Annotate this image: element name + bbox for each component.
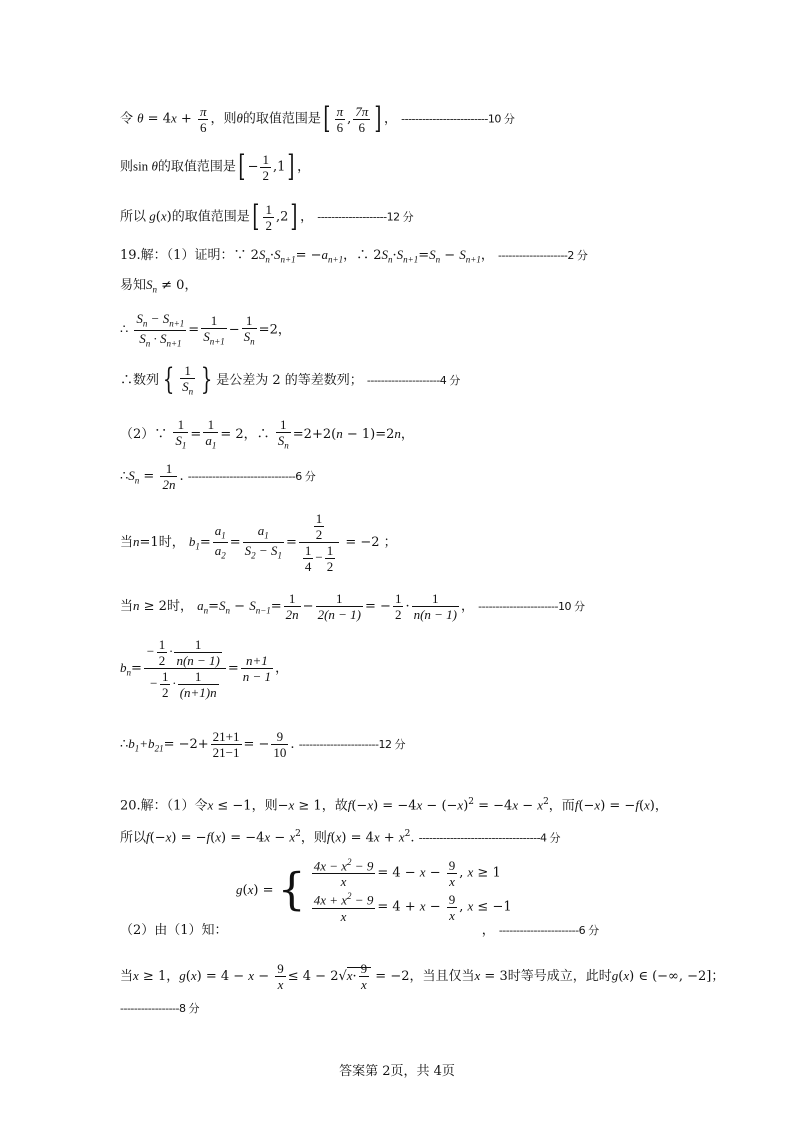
piecewise-g: g(x) = { $\frac{4x - x^2 - 9}{x}$ = 4 − x − $\frac{9}{x}$ , x ≥ 1 $\frac{4x + x^2 - 9}{x}$ = 4 + x − $\frac{9}{x}$ , x ≤ −1 [236,857,512,924]
text-line-18 [120,1002,199,1015]
text-line-16: （2）由（1）知： ， -----------------------6 分 [120,923,599,938]
score-marker: -----------------8 分 [120,1002,199,1015]
score-marker: -------------------------10 分 [401,112,515,126]
text-line-5: 易知$S_n \ne 0$， [120,277,198,295]
text-line-1: 令 θ = 4x + $\frac{\pi}{6}$ ，则θ的取值范围是[ $\frac{\pi}{6}$ , $\frac{7\pi}{6}$ ] ， -------------------------10 分 [120,101,515,136]
text-line-9: $\therefore S_n$ = $\frac{1}{2n}$ . -------------------------------6 分 [120,461,316,492]
text-line-12: $b_n=$ − $\frac{1}{2}$ · $\frac{1}{n(n - 1)}$ − $\frac{1}{2}$ · $\frac{1}{(n+1)n}$ = $\frac{n+1}{n - 1}$ ， [120,637,289,700]
score-marker: --------------------12 分 [317,210,414,224]
text-line-3: 所以 g(x)的取值范围是[ $\frac{1}{2}$ ,2] ， --------------------12 分 [120,199,414,234]
text-line-13: $\therefore b_1+b_{21}= -2+$ $\frac{21+1}{21-1}$ = − $\frac{9}{10}$ . -----------------------12 分 [120,729,405,760]
text-line-15: 所以$f(-x) = -f(x) = -4x - x^2$，则$f(x) = 4x + x^2$. -----------------------------------4 分 [120,829,561,846]
text-line-17: 当x ≥ 1，g(x) = 4 − x − $\frac{9}{x}$ ≤ 4 − 2√x· $\frac{9}{x}$ = −2，当且仅当x = 3时等号成立，此时g(x) ∈ (−∞, −2]； [120,961,725,992]
text-line-11: 当n ≥ 2时， $a_n=S_n - S_{n-1}=$ $\frac{1}{2n}$ − $\frac{1}{2(n - 1)}$ = − $\frac{1}{2}$ · $\frac{1}{n(n - 1)}$ ， -----------------------10 分 [120,591,585,622]
score-marker: -----------------------10 分 [478,600,585,613]
text-line-2: 则sin θ的取值范围是[ − $\frac{1}{2}$ ,1] ， [120,149,311,184]
text-line-10: 当n=1时， $b_1=$ $\frac{a_1}{a_2}$ = $\frac{a_1}{S_2 - S_1}$ = $\frac{1}{2}$ $\frac{1}{4}$ − $\frac{1}{2}$ = −2 ； [120,511,397,574]
text-line-6: ∴ $\frac{S_n - S_{n+1}}{S_n \cdot S_{n+1}}$ = $\frac{1}{S_{n+1}}$ − $\frac{1}{S_n}$ =2， [120,311,291,349]
score-marker: -------------------------------6 分 [187,470,316,483]
score-marker: ---------------------4 分 [366,373,460,387]
score-marker: -----------------------6 分 [498,924,599,937]
text-line-14: 20.解：（1）令x ≤ −1，则−x ≥ 1，故$f(-x) = -4x - (-x)^2 = -4x - x^2$，而f(−x) = −f(x)， [120,797,668,814]
text-line-8: （2）∵ $\frac{1}{S_1}$ = $\frac{1}{a_1}$ = 2，∴ $\frac{1}{S_n}$ =2+2(n − 1)=2n， [120,417,414,451]
score-marker: --------------------2 分 [498,249,588,262]
text-line-4: 19.解：（1）证明：∵ $2S_n\cdot S_{n+1}= -a_{n+1}$，∴ $2S_n\cdot S_{n+1}=S_n - S_{n+1}$， --------------------2 分 [120,247,588,265]
score-marker: -----------------------------------4 分 [418,831,561,845]
text-line-7: ∴数列 { $\frac{1}{S_n}$ } 是公差为 2 的等差数列； ---------------------4 分 [120,362,460,398]
score-marker: -----------------------12 分 [298,738,405,751]
page-footer: 答案第 2页，共 4页 [339,1064,455,1079]
